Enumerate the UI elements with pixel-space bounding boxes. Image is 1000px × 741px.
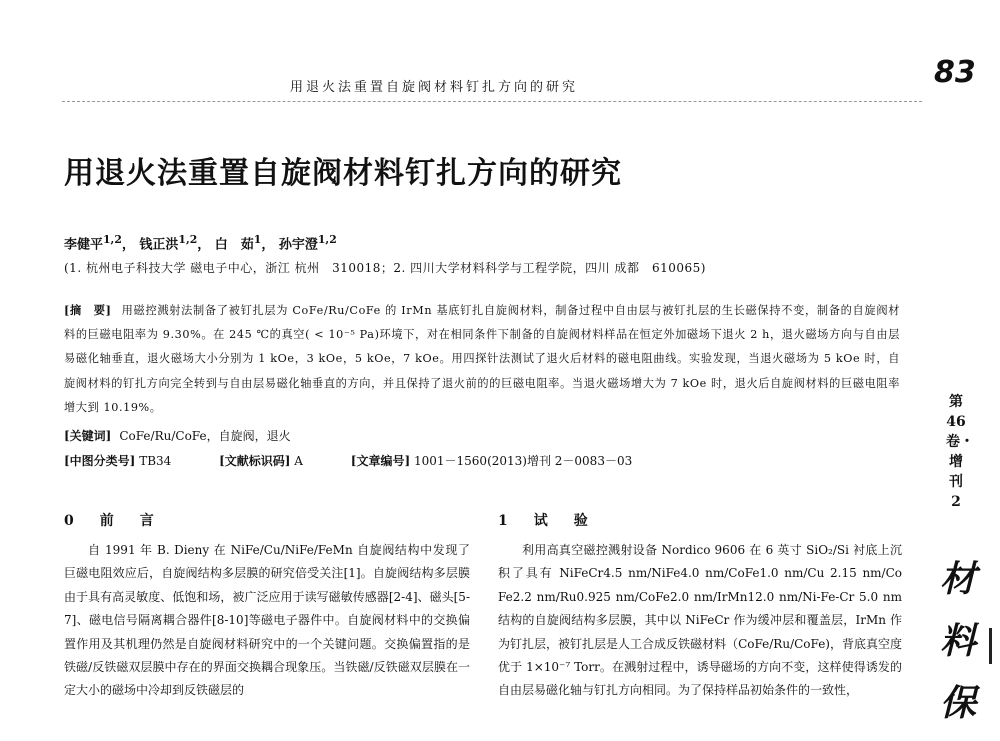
article-number-value: 1001－1560(2013)增刊 2－0083－03 <box>413 454 633 468</box>
experiment-column <box>498 539 902 703</box>
classification-line <box>64 452 632 469</box>
class-label: [中图分类号] <box>64 454 136 468</box>
experiment-heading: 1 试 验 <box>498 513 594 529</box>
author-name: 钱正洪 <box>139 237 179 253</box>
running-head: 用退火法重置自旋阀材料钉扎方向的研究 <box>290 80 579 95</box>
journal-issue-vertical: 第46卷・增刊2 <box>946 394 974 510</box>
author-affiliation-mark: 1,2 <box>317 233 337 246</box>
class-value: TB34 <box>139 454 172 468</box>
header-rule <box>62 101 922 102</box>
abstract-label: [摘 要] <box>64 303 112 317</box>
page-number: 83 <box>934 55 976 90</box>
author-name: 李健平 <box>64 237 104 253</box>
abstract-text: 用磁控溅射法制备了被钉扎层为 CoFe/Ru/CoFe 的 IrMn 基底钉扎自旋阀材料，制备过程中自由层与被钉扎层的生长磁保持不变，制备的自旋阀材料的巨磁电阻率为 9.30%。在 245 ℃的真空( < 10⁻⁵ Pa)环境下，对在相同条件下制备的自旋阀材料样品在恒定外加磁场下退火 2 h，退火磁场方向与自由层易磁化轴垂直，退火磁场大小分别为 1 kOe，3 kOe，5 kOe，7 kOe。用四探针法测试了退火后材料的磁电阻曲线。实验发现，当退火磁场为 5 kOe 时，自旋阀材料的钉扎方向完全转到与自由层易磁化轴垂直的方向，并且保持了退火前的的巨磁电阻率。当退火磁场增大为 7 kOe 时，退火后自旋阀材料的巨磁电阻率增大到 10.19%。 <box>64 304 900 414</box>
intro-paragraph: 自 1991 年 B. Dieny 在 NiFe/Cu/NiFe/FeMn 自旋阀结构中发现了巨磁电阻效应后，自旋阀结构多层膜的研究倍受关注[1]。自旋阀结构多层膜由于具有高灵敏度、低饱和场，被广泛应用于读写磁敏传感器[2-4]、磁头[5-7]、磁电信号隔离耦合器件[8-10]等磁电子器件中。自旋阀材料中的交换偏置作用及其机理仍然是自旋阀材料研究中的一个关键问题。交换偏置指的是铁磁/反铁磁双层膜中存在的界面交换耦合现象压。当铁磁/反铁磁双层膜在一定大小的磁场中冷却到反铁磁层的 <box>64 543 470 698</box>
affiliations: (1. 杭州电子科技大学 磁电子中心，浙江 杭州 310018；2. 四川大学材料科学与工程学院，四川 成都 610065) <box>64 261 706 275</box>
edge-mark <box>989 628 992 664</box>
journal-name-vertical: 材料保 <box>939 558 976 724</box>
intro-heading: 0 前 言 <box>64 513 160 529</box>
author-list: 李健平$^{1,2}$， 钱正洪$^{1,2}$， 白 茹$^1$， 孙宇澄$^{1,2}$ <box>64 233 337 253</box>
author-affiliation-mark: 1,2 <box>103 233 122 246</box>
abstract <box>64 298 900 420</box>
keywords-label: [关键词] <box>64 429 112 443</box>
experiment-paragraph: 利用高真空磁控溅射设备 Nordico 9606 在 6 英寸 SiO₂/Si 衬底上沉积了具有 NiFeCr4.5 nm/NiFe4.0 nm/CoFe1.0 nm/Cu 2.15 nm/Co Fe2.2 nm/Ru0.925 nm/CoFe2.0 nm/IrMn12.0 nm/Ni-Fe-Cr 5.0 nm 结构的自旋阀结构多层膜，其中以 NiFeCr 作为缓冲层和覆盖层，IrMn 作为钉扎层，被钉扎层是人工合成反铁磁材料（CoFe/Ru/CoFe)，背底真空度优于 1×10⁻⁷ Torr。在溅射过程中，诱导磁场的方向不变，这样使得诱发的自由层易磁化轴与钉扎方向相同。为了保持样品初始条件的一致性， <box>498 543 902 698</box>
doc-code-label: [文献标识码] <box>219 454 291 468</box>
keywords-text: CoFe/Ru/CoFe，自旋阀，退火 <box>119 429 291 443</box>
intro-column <box>64 539 470 703</box>
author-name: 白 茹 <box>214 237 254 253</box>
author-name: 孙宇澄 <box>278 237 318 253</box>
article-title: 用退火法重置自旋阀材料钉扎方向的研究 <box>64 156 622 191</box>
author-affiliation-mark: 1 <box>253 233 262 246</box>
keywords <box>64 427 291 444</box>
author-affiliation-mark: 1,2 <box>178 233 198 246</box>
article-number-label: [文章编号] <box>350 454 411 468</box>
doc-code-value: A <box>294 454 303 468</box>
